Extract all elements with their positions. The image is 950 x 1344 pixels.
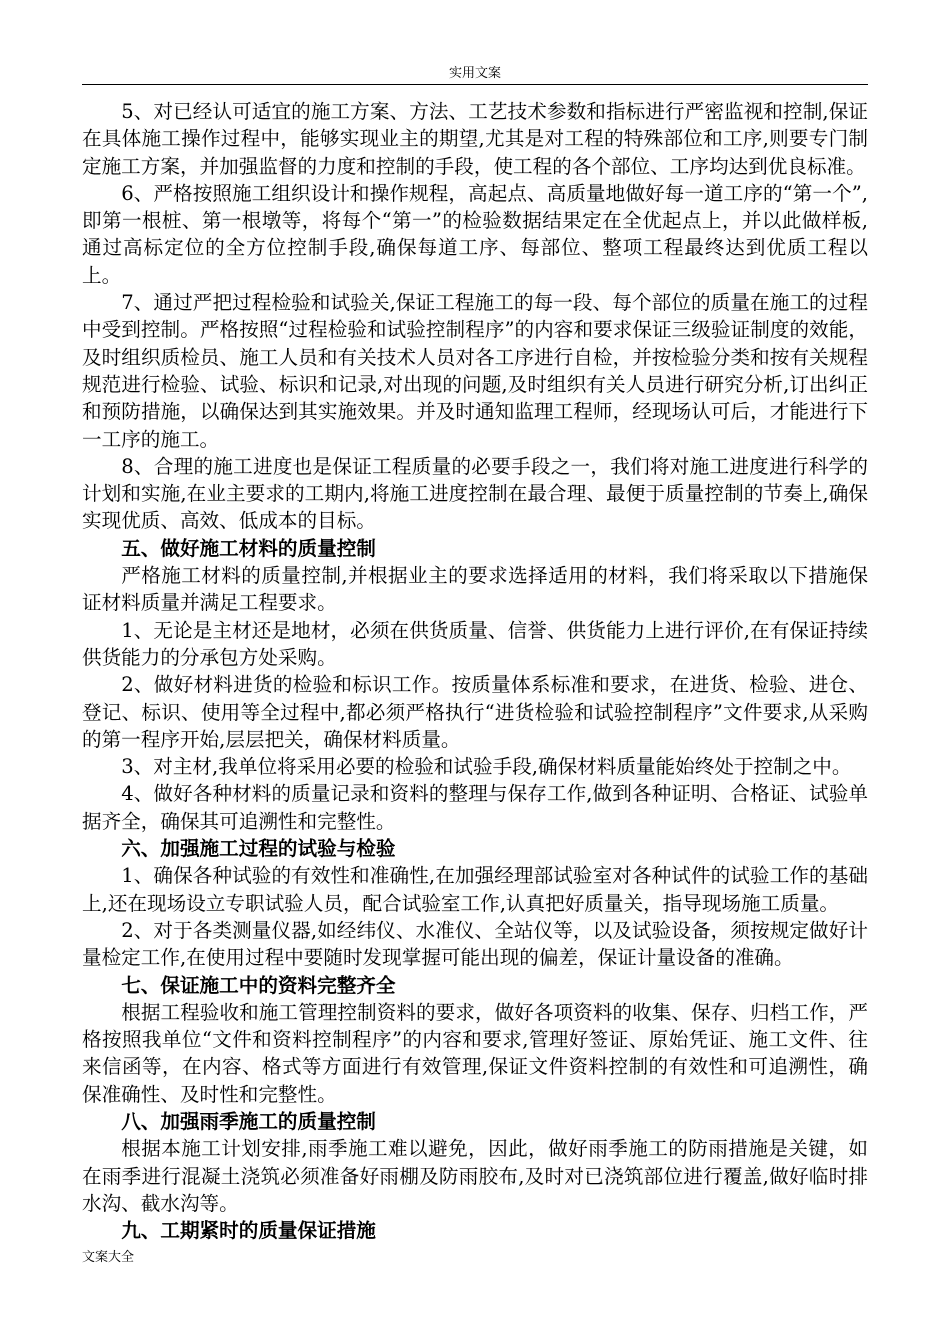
paragraph-6: 6、严格按照施工组织设计和操作规程，高起点、高质量地做好每一道工序的“第一个”,即第一根桩、第一根墩等，将每个“第一”的检验数据结果定在全优起点上，并以此做样板,通过高标定位的全方位控制手段,确保每道工序、每部位、整项工程最终达到优质工程以上。 [82,181,868,287]
paragraph-5: 5、对已经认可适宜的施工方案、方法、工艺技术参数和指标进行严密监视和控制,保证在具体施工操作过程中，能够实现业主的期望,尤其是对工程的特殊部位和工序,则要专门制定施工方案，并加强监督的力度和控制的手段，使工程的各个部位、工序均达到优良标准。 [82,100,868,178]
paragraph-materials-3: 3、对主材,我单位将采用必要的检验和试验手段,确保材料质量能始终处于控制之中。 [121,755,852,779]
paragraph-materials-4: 4、做好各种材料的质量记录和资料的整理与保存工作,做到各种证明、合格证、试验单据齐全，确保其可追溯性和完整性。 [82,782,868,833]
paragraph-7: 7、通过严把过程检验和试验关,保证工程施工的每一段、每个部位的质量在施工的过程中受到控制。严格按照“过程检验和试验控制程序”的内容和要求保证三级验证制度的效能，及时组织质检员、施工人员和有关技术人员对各工序进行自检，并按检验分类和按有关规程规范进行检验、试验、标识和记录,对出现的问题,及时组织有关人员进行研究分析,订出纠正和预防措施，以确保达到其实施效果。并及时通知监理工程师，经现场认可后，才能进行下一工序的施工。 [82,291,868,451]
paragraph-materials-intro: 严格施工材料的质量控制,并根据业主的要求选择适用的材料，我们将采取以下措施保证材料质量并满足工程要求。 [82,564,868,615]
section-heading-7: 七、保证施工中的资料完整齐全 [121,973,396,997]
paragraph-8: 8、合理的施工进度也是保证工程质量的必要手段之一，我们将对施工进度进行科学的计划和实施,在业主要求的工期内,将施工进度控制在最合理、最便于质量控制的节奏上,确保实现优质、高效、低成本的目标。 [82,454,868,533]
paragraph-rainy-season: 根据本施工计划安排,雨季施工难以避免，因此，做好雨季施工的防雨措施是关键，如在雨季进行混凝土浇筑必须准备好雨棚及防雨胶布,及时对已浇筑部位进行覆盖,做好临时排水沟、截水沟等。 [82,1137,868,1215]
page-header: 实用文案 [448,66,501,81]
document-body [82,98,868,1244]
paragraph-testing-2: 2、对于各类测量仪器,如经纬仪、水准仪、全站仪等，以及试验设备，须按规定做好计量检定工作,在使用过程中要随时发现掌握可能出现的偏差，保证计量设备的准确。 [82,918,868,970]
section-heading-6: 六、加强施工过程的试验与检验 [121,837,396,861]
paragraph-materials-2: 2、做好材料进货的检验和标识工作。按质量体系标准和要求，在进货、检验、进仓、登记、标识、使用等全过程中,都必须严格执行“进货检验和试验控制程序”文件要求,从采购的第一程序开始,层层把关，确保材料质量。 [82,673,868,751]
header-rule [82,84,868,85]
paragraph-documents: 根据工程验收和施工管理控制资料的要求，做好各项资料的收集、保存、归档工作，严格按照我单位“文件和资料控制程序”的内容和要求,管理好签证、原始凭证、施工文件、往来信函等，在内容、格式等方面进行有效管理,保证文件资料控制的有效性和可追溯性，确保准确性、及时性和完整性。 [82,1000,868,1106]
section-heading-5: 五、做好施工材料的质量控制 [121,536,376,560]
page-footer: 文案大全 [82,1250,135,1265]
paragraph-testing-1: 1、确保各种试验的有效性和准确性,在加强经理部试验室对各种试件的试验工作的基础上,还在现场设立专职试验人员，配合试验室工作,认真把好质量关，指导现场施工质量。 [82,864,868,915]
section-heading-9: 九、工期紧时的质量保证措施 [121,1219,376,1243]
section-heading-8: 八、加强雨季施工的质量控制 [121,1109,376,1133]
paragraph-materials-1: 1、无论是主材还是地材，必须在供货质量、信誉、供货能力上进行评价,在有保证持续供货能力的分承包方处采购。 [82,618,868,669]
